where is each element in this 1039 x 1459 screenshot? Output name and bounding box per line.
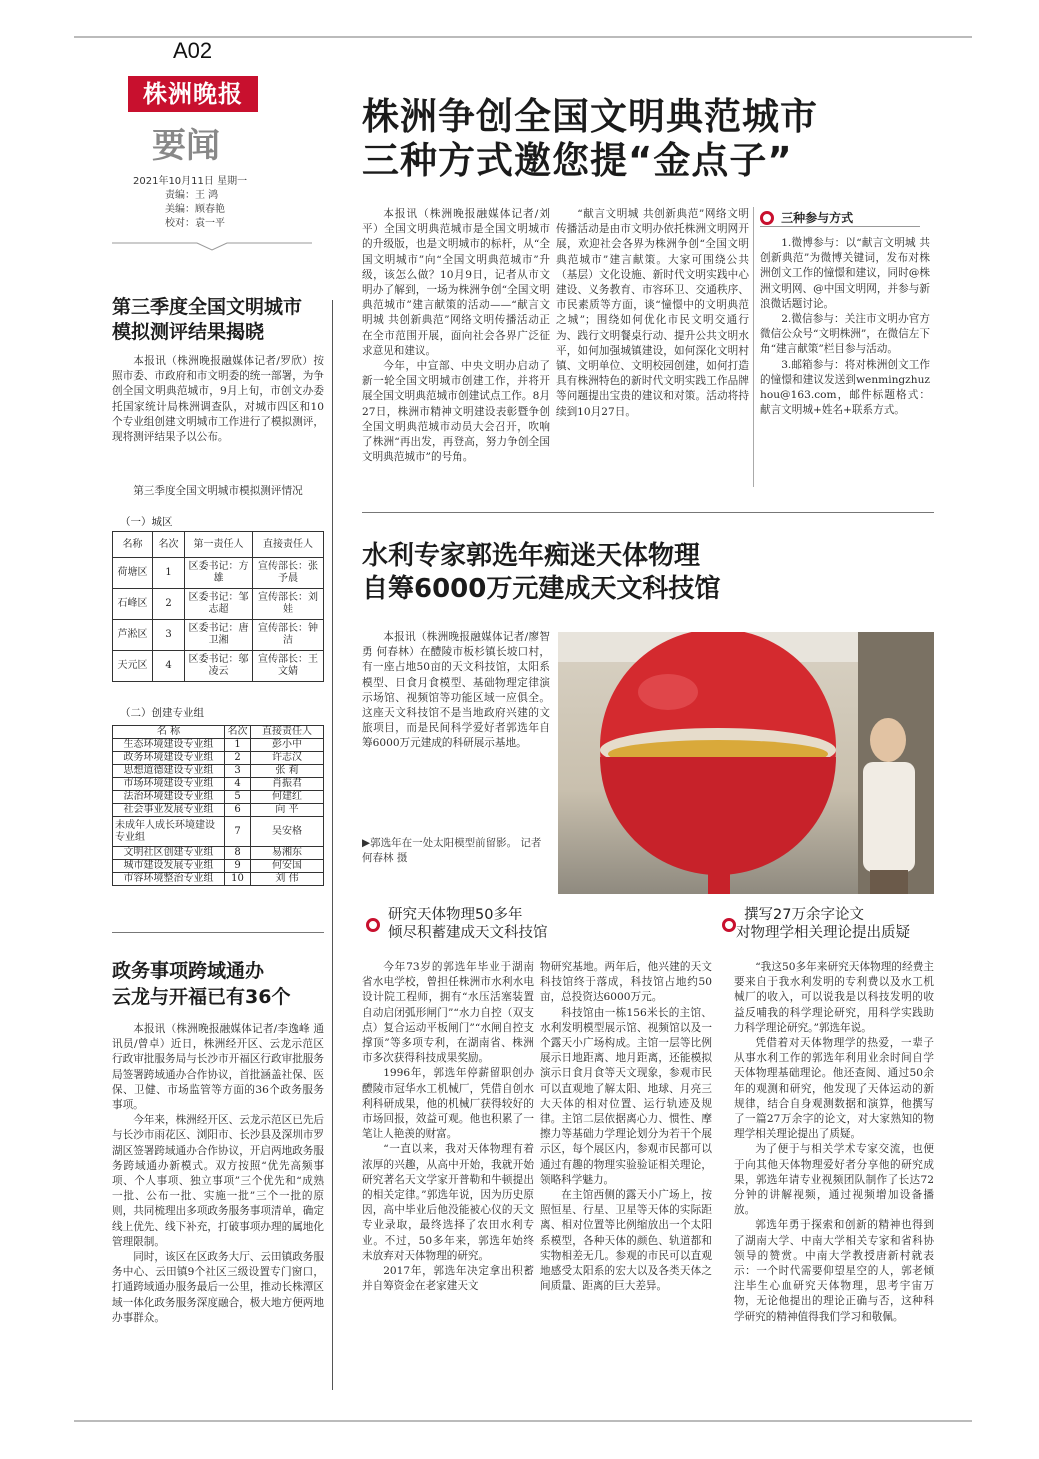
table-row: 生态环境建设专业组 1 彭小中 bbox=[113, 739, 324, 752]
group-table bbox=[112, 725, 324, 886]
page-number: A02 bbox=[173, 38, 213, 63]
table1-label: （一）城区 bbox=[120, 516, 173, 528]
lead-title-1: 株洲争创全国文明典范城市 bbox=[362, 95, 818, 138]
left2-title-1: 政务事项跨域通办 bbox=[112, 960, 265, 982]
table-row: 文明社区创建专业组 8 易湘东 bbox=[113, 847, 324, 860]
red-circle-icon bbox=[366, 918, 380, 932]
subhead-2: 撰写27万余字论文 对物理学相关理论提出质疑 bbox=[744, 906, 934, 944]
left2-body: 本报讯（株洲晚报融媒体记者/李逸峰 通讯员/曾卓）近日，株洲经开区、云龙示范区行政审批服务局与长沙市开福区行政审批服务局签署跨域通办合作协议，首批涵盖社保、医保、卫健、市场监管等方面的36个政务服务事项。 今年来，株洲经开区、云龙示范区已先后与长沙市雨花区、浏阳市、长沙县及深圳市罗湖区签署跨域通办合作协议，开启两地政务服务跨域通办新模式。双方按照“优先高频事项、个人事项、独立事项”三个优先和“成熟一批、公布一批、实施一批”三个一批的原则，共同梳理出多项政务服务事项清单，确定线上优先、线下补充，打破事项办理的属地化管理限制。 同时，该区在区政务大厅、云田镇政务服务中心、云田镇9个社区三级设置专门窗口，打通跨域通办服务最后一公里，推动长株潭区域一体化政务服务深度融合，极大地方便两地办事群众。 bbox=[112, 1023, 324, 1324]
editor-line: 责编：王 鸿 bbox=[165, 190, 219, 201]
table-row: 市容环境整治专业组 10 刘 伟 bbox=[113, 873, 324, 886]
table-row: 法治环境建设专业组 5 何建红 bbox=[113, 791, 324, 804]
date-line: 2021年10月11日 星期一 bbox=[133, 176, 248, 187]
photo-caption: ▶郭选年在一处太阳模型前留影。 记者 何春林 摄 bbox=[362, 837, 542, 864]
table-row: 市场环境建设专业组 4 肖振君 bbox=[113, 778, 324, 791]
proof-line: 校对：袁一平 bbox=[165, 218, 225, 229]
table-row: 政务环境建设专业组 2 许志汉 bbox=[113, 752, 324, 765]
feature-col-2: 物研究基地。两年后，他兴建的天文科技馆终于落成，科技馆占地约50亩，总投资达6000万元。 科技馆由一栋156米长的主馆、水利发明模型展示馆、视频馆以及一个露天小广场构成。主馆一层等比例展示日地距离、地月距离，还能模拟演示日食月食等天文现象，参观市民可以直观地了解太阳、地球、月亮三大天体的相对位置、运行轨迹及规律。主馆二层依据离心力、惯性、摩擦力等基础力学理论划分为若干个展示区，每个展区内，参观市民都可以通过有趣的物理实验验证相关理论，领略科学魅力。 在主馆西侧的露天小广场上，按照恒星、行星、卫星等天体的实际距离、相对位置等比例缩放出一个太阳系模型，各种天体的颜色、轨道都和实物相差无几。参观的市民可以直观地感受太阳系的宏大以及各类天体之间质量、距离的巨大差异。 bbox=[540, 961, 712, 1293]
table-row: 天元区 4 区委书记：邬凌云 宣传部长：王文婧 bbox=[113, 651, 324, 682]
left-rule bbox=[112, 932, 324, 933]
left2-title-2: 云龙与开福已有36个 bbox=[112, 986, 291, 1008]
left1-title-2: 模拟测评结果揭晓 bbox=[112, 321, 265, 343]
feature-photo bbox=[558, 632, 934, 894]
lead-col-1: 本报讯（株洲晚报融媒体记者/刘平）全国文明典范城市是全国文明城市的升级版，也是文明城市的标杆，从“全国文明城市”向“全国文明典范城市”升级，该怎么做？10月9日，记者从市文明办了解到，一场为株洲争创“全国文明典范城市”建言献策的活动——“献言文明城 共创新典范”网络文明传播活动正在全市范围开展，面向社会各界广泛征求意见和建议。 今年，中宣部、中央文明办启动了新一轮全国文明城市创建工作，并将开展全国文明典范城市创建试点工作。8月27日，株洲市精神文明建设表彰暨争创全国文明典范城市动员大会召开，吹响了株洲“再出发，再登高，努力争创全国文明典范城市”的号角。 bbox=[362, 208, 550, 464]
table-header-row: 名称 名次 第一责任人 直接责任人 bbox=[113, 532, 324, 558]
red-circle-icon bbox=[760, 211, 774, 225]
participation-box-title: 三种参与方式 bbox=[760, 207, 920, 227]
table2-label: （二）创建专业组 bbox=[120, 707, 204, 719]
table-row: 石峰区 2 区委书记：邹志超 宣传部长：刘 娃 bbox=[113, 589, 324, 620]
designer-line: 美编：顾春艳 bbox=[165, 204, 225, 215]
participation-box: 1.微博参与：以“献言文明城 共创新典范”为微博关键词，发布对株洲创文工作的憧憬和建议，同时@株洲文明网、@中国文明网，并参与新浪微话题讨论。 2.微信参与：关注市文明办官方微信公众号“文明株洲”，在微信左下角“建言献策”栏目参与活动。 3.邮箱参与：将对株洲创文工作的憧憬和建议发送到wenmingzhuzhou@163.com，邮件标题格式：献言文明城+姓名+联系方式。 bbox=[760, 237, 930, 417]
table-caption: 第三季度全国文明城市模拟测评情况 bbox=[133, 485, 303, 497]
feature-title-1: 水利专家郭选年痴迷天体物理 bbox=[362, 541, 701, 571]
feature-intro: 本报讯（株洲晚报融媒体记者/廖智勇 何春林）在醴陵市板杉镇长坡口村，有一座占地50亩的天文科技馆，太阳系模型、日食月食模型、基础物理定律演示场馆、视频馆等功能区域一应俱全。这座天文科技馆不是当地政府兴建的文旅项目，而是民间科学爱好者郭选年自筹6000万元建成的科研展示基地。 bbox=[362, 631, 550, 750]
middle-rule bbox=[362, 512, 934, 513]
table-row: 芦淞区 3 区委书记：唐卫湘 宣传部长：钟 洁 bbox=[113, 620, 324, 651]
table-row: 荷塘区 1 区委书记：方 雄 宣传部长：张予晨 bbox=[113, 558, 324, 589]
lead-divider bbox=[753, 207, 754, 487]
header-chevron bbox=[112, 236, 312, 246]
feature-col-3: “我这50多年来研究天体物理的经费主要来自于我水利发明的专利费以及水工机械厂的收入，可以说我是以科技发明的收益反哺我的科学理论研究，用科学实践助力科学理论研究。”郭选年说。 凭借着对天体物理学的热爱，一辈子从事水利工作的郭选年利用业余时间自学天体物理基础理论。他还查阅、通过50余年的观测和研究，他发现了天体运动的新规律，结合自身观测数据和演算，他撰写了一篇27万余字的论文，对大家熟知的物理学相关理论提出了质疑。 为了便于与相关学术专家交流，也便于向其他天体物理爱好者分享他的研究成果，郭选年请专业视频团队制作了长达72分钟的讲解视频，通过视频增加设备播放。 郭选年勇于探索和创新的精神也得到了湖南大学、中南大学相关专家和省科协领导的赞赏。中南大学教授唐新村就表示：一个时代需要仰望星空的人，郭老倾注毕生心血研究天体物理，思考宇宙万物，无论他提出的理论正确与否，这种科学研究的精神值得我们学习和敬佩。 bbox=[734, 961, 934, 1323]
left-column-divider bbox=[332, 300, 333, 1390]
left1-title-1: 第三季度全国文明城市 bbox=[112, 296, 303, 318]
district-table bbox=[112, 531, 324, 682]
table-row: 思想道德建设专业组 3 张 莉 bbox=[113, 765, 324, 778]
lead-title-2: 三种方式邀您提“金点子” bbox=[362, 139, 793, 182]
bottom-rule bbox=[74, 1420, 972, 1422]
table-row: 城市建设发展专业组 9 何安国 bbox=[113, 860, 324, 873]
lead-col-2: “献言文明城 共创新典范”网络文明传播活动是由市文明办依托株洲文明网开展，欢迎社会各界为株洲争创“全国文明典范城市”建言献策。大家可围绕公共（基层）文化设施、新时代文明实践中心建设、义务教育、市容环卫、交通秩序、市民素质等方面，谈“憧憬中的文明典范之城”；围绕如何优化市民文明交通行为、践行文明餐桌行动、提升公共文明水平，如何加强城镇建设，如何深化文明村镇、文明单位、文明校园创建，如何打造具有株洲特色的新时代文明实践工作品牌等问题提出宝贵的建议和对策。活动将持续到10月27日。 bbox=[556, 208, 749, 418]
table-row: 社会事业发展专业组 6 向 平 bbox=[113, 804, 324, 817]
subhead-1: 研究天体物理50多年 倾尽积蓄建成天文科技馆 bbox=[362, 906, 592, 944]
red-circle-icon bbox=[722, 918, 736, 932]
table-header-row: 名 称 名次 直接责任人 bbox=[113, 726, 324, 739]
table-row: 未成年人成长环境建设专业组 7 吴安格 bbox=[113, 817, 324, 847]
left1-body: 本报讯（株洲晚报融媒体记者/罗欣）按照市委、市政府和市文明委的统一部署，为争创全国文明典范城市，9月上旬，市创文办委托国家统计局株洲调查队，对城市四区和10个专业组创建文明城市工作进行了模拟测评，现将测评结果予以公布。 bbox=[112, 355, 324, 444]
section-name: 要闻 bbox=[152, 126, 220, 166]
brand-logo: 株洲晚报 bbox=[128, 76, 258, 112]
feature-title-2: 自筹6000万元建成天文科技馆 bbox=[362, 574, 721, 604]
feature-col-1: 今年73岁的郭选年毕业于湖南省水电学校，曾担任株洲市水利水电设计院工程师，拥有“水压活塞装置自动启闭弧形闸门”“水力自控（双支点）复合运动平板闸门”“水闸自控支撑顶”等多项专利，在湖南省、株洲市多次获得科技成果奖励。 1996年，郭选年停薪留职创办醴陵市冠华水工机械厂，凭借自创水利科研成果，他的机械厂获得较好的市场回报，效益可观。他也积累了一笔让人艳羡的财富。 “一直以来，我对天体物理有着浓厚的兴趣，从高中开始，我就开始研究著名天文学家开普勒和牛顿提出的相关定律。”郭选年说，因为历史原因，高中毕业后他没能被心仪的天文专业录取，最终选择了农田水利专业。不过，50多年来，郭选年始终未放弃对天体物理的研究。 2017年，郭选年决定拿出积蓄并自筹资金在老家建天文 bbox=[362, 961, 534, 1293]
photo-illustration bbox=[558, 632, 934, 894]
